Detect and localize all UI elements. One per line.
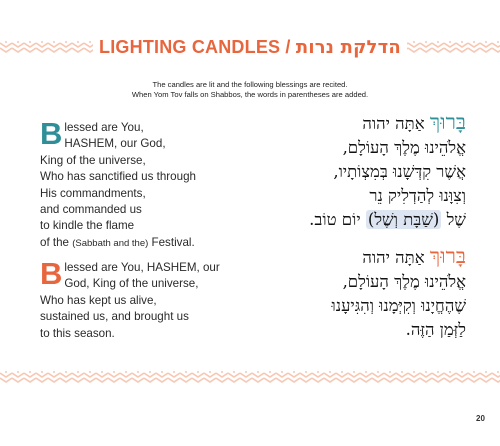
blessing-2-english [40,256,270,342]
eng-line: Who has sanctified us through [40,170,196,184]
title-english: LIGHTING CANDLES / [99,37,296,57]
eng-line: King of the universe, [40,153,146,167]
heb-text: יוֹם טוֹב. [309,210,366,229]
decorative-band-bottom [0,369,500,385]
heb-line: לַזְּמַן הַזֶּה. [405,320,466,339]
parenthetical-text: (Sabbath and the) [72,237,149,249]
eng-line: sustained us, and brought us [40,310,189,324]
heb-line: אֱלֹהֵינוּ מֶלֶךְ הָעוֹלָם, [342,138,466,157]
eng-text: Festival. [148,235,195,249]
eng-line: to kindle the flame [40,219,135,233]
heb-text: אַתָּה יהוה [362,248,430,267]
eng-text: of the [40,235,73,249]
heb-line [270,244,466,270]
heb-line: אֲשֶׁר קִדְּשָׁנוּ בְּמִצְוֹתָיו, [333,162,466,181]
highlighted-parenthetical: (שַׁבָּת וְשֶׁל) [367,210,440,229]
zigzag-pattern-bottom [0,369,500,385]
eng-line: lessed are You, HASHEM, our [64,261,220,274]
heb-line: וְצִוָּנוּ לְהַדְלִיק נֵר [369,186,466,205]
page-number: 20 [476,414,485,423]
instruction-line-1: The candles are lit and the following blessings are recited. [152,80,348,89]
instruction-line-2: When Yom Tov falls on Shabbos, the words in parentheses are added. [131,90,369,99]
heb-text: שֶׁל [441,210,466,229]
heb-line: שֶׁהֶחֱיָנוּ וְקִיְּמָנוּ וְהִגִּיעָנוּ [331,296,466,315]
heb-line: אֱלֹהֵינוּ מֶלֶךְ הָעוֹלָם, [342,272,466,291]
eng-line [40,235,270,252]
heb-line [270,208,466,232]
eng-line: and commanded us [40,203,142,217]
title-hebrew: הדלקת נרות [295,37,401,58]
dropcap-b: B [40,256,63,291]
blessing-1-english [40,116,270,252]
page-title [0,36,500,58]
blessing-1-hebrew [270,110,466,232]
eng-line: Who has kept us alive, [40,293,157,307]
eng-line: God, King of the universe, [64,277,199,291]
instructions [0,80,500,100]
blessing-2-hebrew [270,244,466,342]
dropcap-b: B [40,116,63,151]
heb-text: אַתָּה יהוה [362,114,430,133]
baruch-word: בָּרוּךְ [429,110,466,134]
baruch-word: בָּרוּךְ [429,244,466,268]
eng-line: HASHEM, our God, [64,137,166,151]
heb-line [270,110,466,136]
eng-line: to this season. [40,326,115,340]
eng-line: His commandments, [40,186,146,200]
eng-line: lessed are You, [64,121,144,134]
